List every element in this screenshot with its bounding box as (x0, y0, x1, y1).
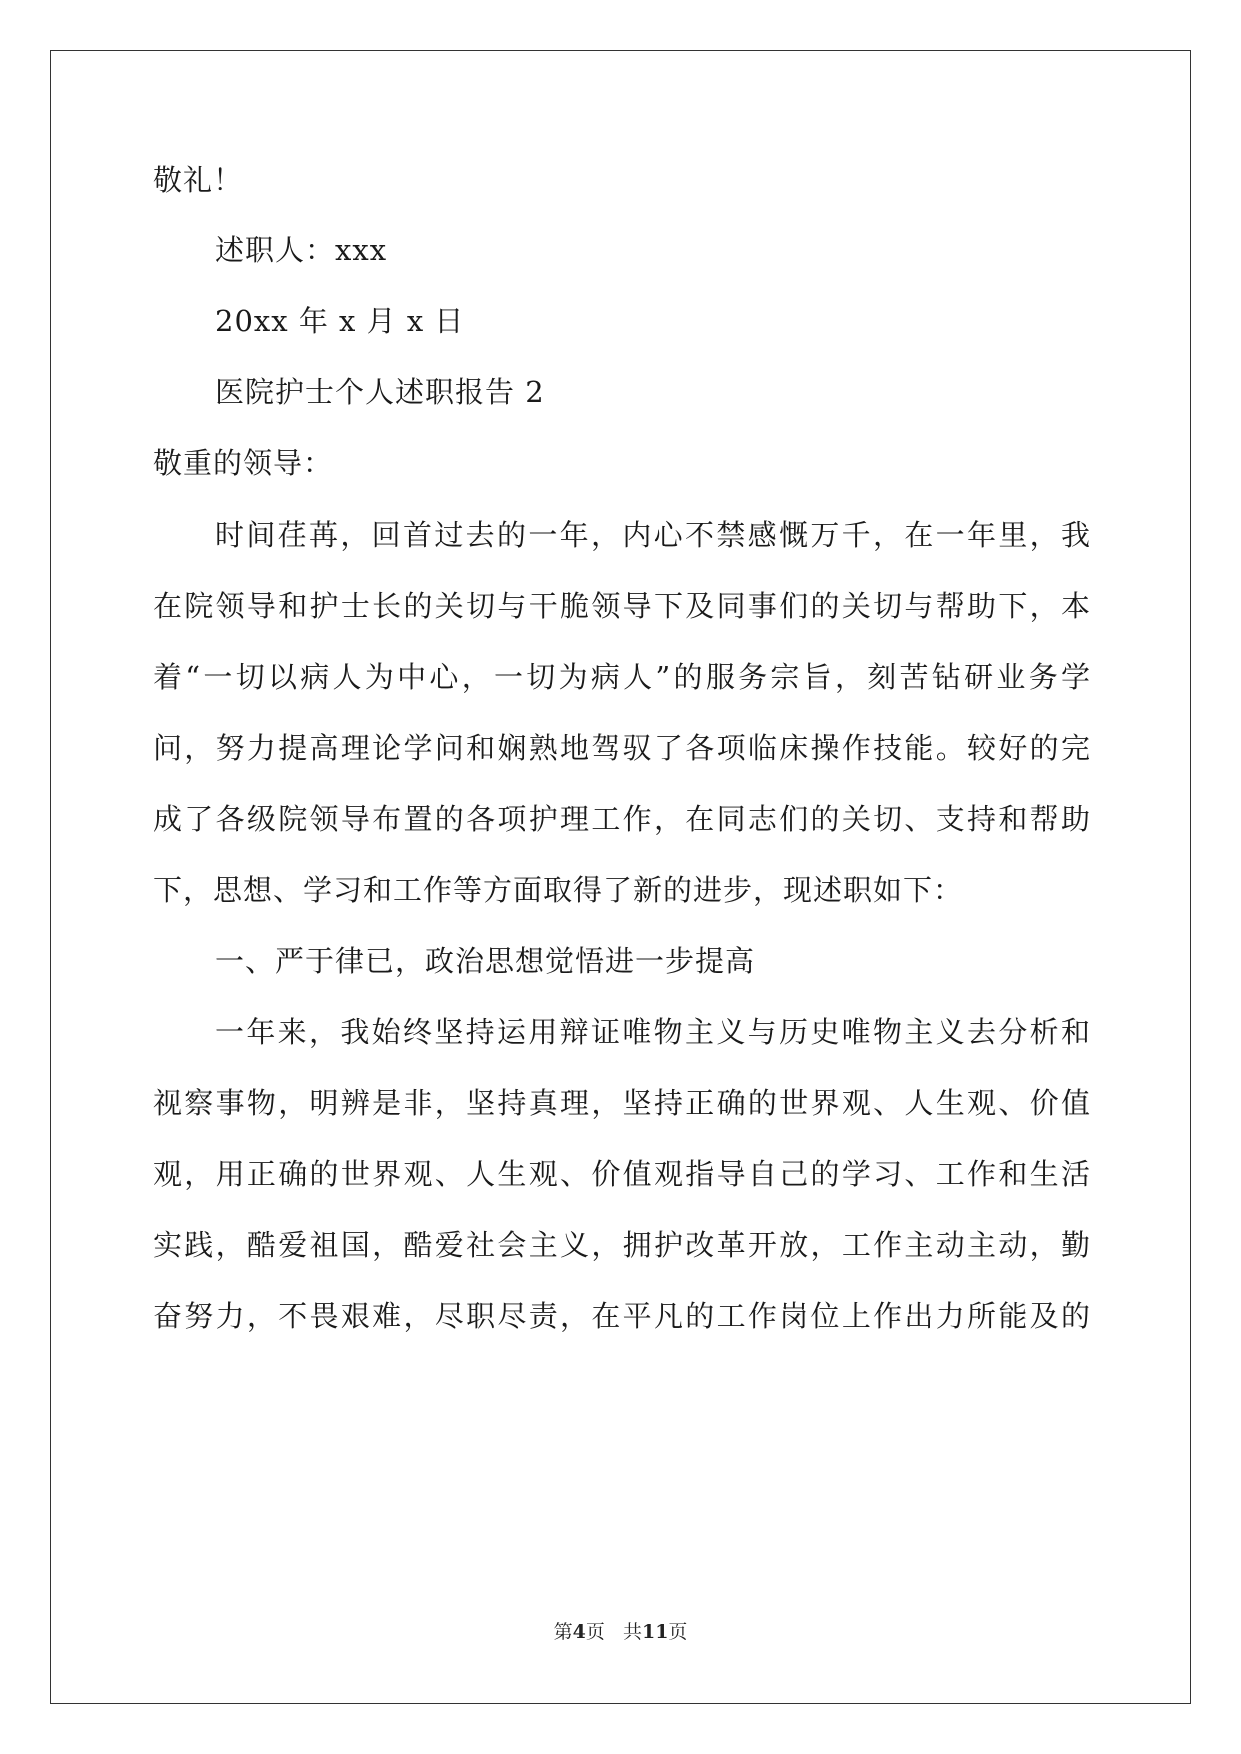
footer-total-suffix: 页 (668, 1621, 688, 1643)
signature-line: 述职人：xxx (215, 233, 388, 267)
paragraph-line: 着“一切以病人为中心，一切为病人”的服务宗旨，刻苦钻研业务学 (153, 660, 1091, 694)
footer-total-prefix: 共 (622, 1621, 642, 1643)
footer-prefix: 第 (553, 1621, 573, 1643)
page-number-footer (0, 1617, 1241, 1644)
report-title: 医院护士个人述职报告 2 (215, 375, 545, 409)
paragraph-line: 问，努力提高理论学问和娴熟地驾驭了各项临床操作技能。较好的完 (153, 731, 1091, 765)
paragraph-line: 成了各级院领导布置的各项护理工作，在同志们的关切、支持和帮助 (153, 802, 1091, 836)
paragraph-line: 下，思想、学习和工作等方面取得了新的进步，现述职如下： (153, 873, 964, 907)
paragraph-line: 一年来，我始终坚持运用辩证唯物主义与历史唯物主义去分析和 (215, 1015, 1091, 1049)
footer-page-suffix: 页 (585, 1621, 605, 1643)
date-line: 20xx 年 x 月 x 日 (215, 304, 465, 338)
paragraph-line: 奋努力，不畏艰难，尽职尽责，在平凡的工作岗位上作出力所能及的 (153, 1299, 1091, 1333)
paragraph-line: 视察事物，明辨是非，坚持真理，坚持正确的世界观、人生观、价值 (153, 1086, 1091, 1120)
paragraph-line: 在院领导和护士长的关切与干脆领导下及同事们的关切与帮助下，本 (153, 589, 1091, 623)
paragraph-line: 时间荏苒，回首过去的一年，内心不禁感慨万千，在一年里，我 (215, 518, 1091, 552)
closing-salutation: 敬礼！ (153, 163, 244, 197)
current-page-number: 4 (572, 1621, 586, 1643)
section-heading: 一、严于律已，政治思想觉悟进一步提高 (215, 944, 756, 978)
paragraph-line: 实践，酷爱祖国，酷爱社会主义，拥护改革开放，工作主动主动，勤 (153, 1228, 1091, 1262)
paragraph-line: 观，用正确的世界观、人生观、价值观指导自己的学习、工作和生活 (153, 1157, 1091, 1191)
total-page-count: 11 (641, 1621, 669, 1643)
salutation: 敬重的领导： (153, 446, 334, 480)
